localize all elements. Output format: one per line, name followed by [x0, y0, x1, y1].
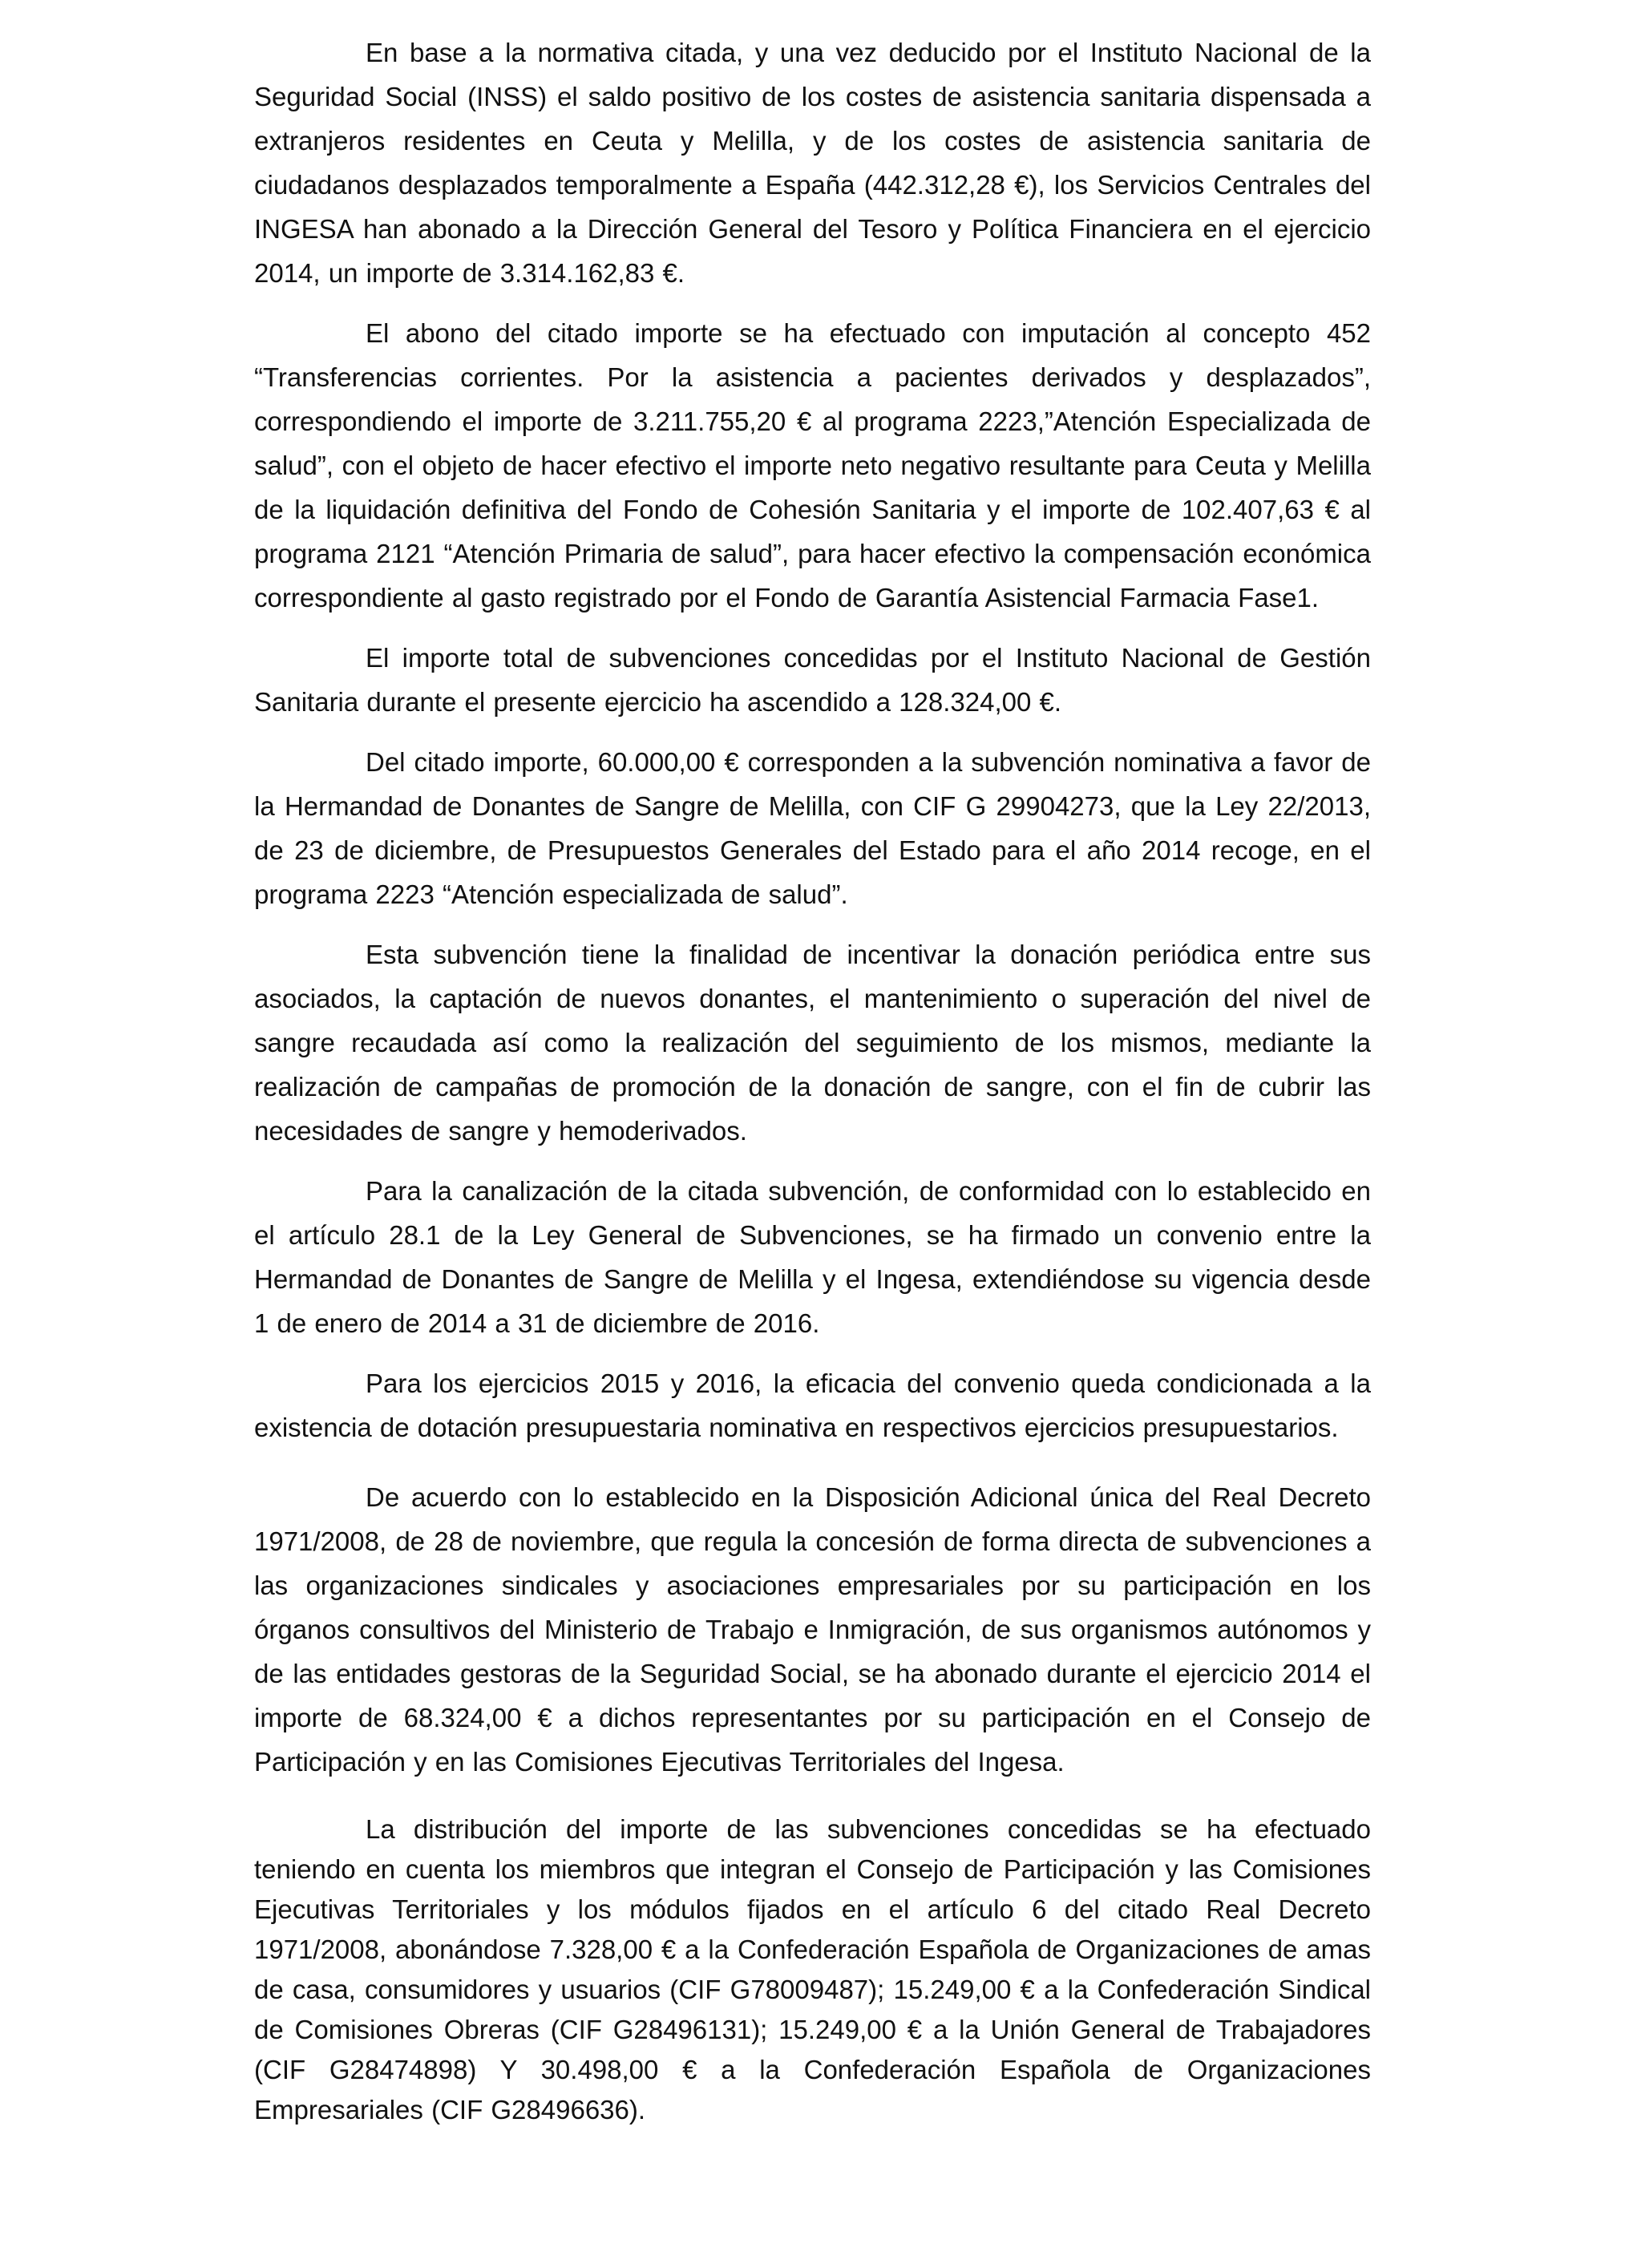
paragraph-distribution: La distribución del importe de las subvenciones concedidas se ha efectuado teniendo en cuenta los miembros que integran el Consejo de Participación y las Comisiones Ejecutivas Territoriales y los módulos fijados en el artículo 6 del citado Real Decreto 1971/2008, abonándose 7.328,00 € a la Confederación Española de Organizaciones de amas de casa, consumidores y usuarios (CIF G78009487); 15.249,00 € a la Confederación Sindical de Comisiones Obreras (CIF G28496131); 15.249,00 € a la Unión General de Trabajadores (CIF G28474898) Y 30.498,00 € a la Confederación Española de Organizaciones Empresariales (CIF G28496636).	[254, 1814, 1371, 2124]
paragraph-subsidy-purpose: Esta subvención tiene la finalidad de incentivar la donación periódica entre sus asociados, la captación de nuevos donantes, el mantenimiento o superación del nivel de sangre recaudada así como la realización del seguimiento de los mismos, mediante la realización de campañas de promoción de la donación de sangre, con el fin de cubrir las necesidades de sangre y hemoderivados.	[254, 940, 1371, 1146]
paragraph-total-subsidies: El importe total de subvenciones concedidas por el Instituto Nacional de Gestión Sanitaria durante el presente ejercicio ha ascendido a 128.324,00 €.	[254, 643, 1371, 717]
paragraph-royal-decree: De acuerdo con lo establecido en la Disposición Adicional única del Real Decreto 1971/2008, de 28 de noviembre, que regula la concesión de forma directa de subvenciones a las organizaciones sindicales y asociaciones empresariales por su participación en los órganos consultivos del Ministerio de Trabajo e Inmigración, de sus organismos autónomos y de las entidades gestoras de la Seguridad Social, se ha abonado durante el ejercicio 2014 el importe de 68.324,00 € a dichos representantes por su participación en el Consejo de Participación y en las Comisiones Ejecutivas Territoriales del Ingesa.	[254, 1482, 1371, 1777]
document-page	[254, 30, 1371, 2146]
paragraph-inss-balance: En base a la normativa citada, y una vez deducido por el Instituto Nacional de la Seguridad Social (INSS) el saldo positivo de los costes de asistencia sanitaria dispensada a extranjeros residentes en Ceuta y Melilla, y de los costes de asistencia sanitaria de ciudadanos desplazados temporalmente a España (442.312,28 €), los Servicios Centrales del INGESA han abonado a la Dirección General del Tesoro y Política Financiera en el ejercicio 2014, un importe de 3.314.162,83 €.	[254, 38, 1371, 288]
paragraph-agreement: Para la canalización de la citada subvención, de conformidad con lo establecido en el artículo 28.1 de la Ley General de Subvenciones, se ha firmado un convenio entre la Hermandad de Donantes de Sangre de Melilla y el Ingesa, extendiéndose su vigencia desde 1 de enero de 2014 a 31 de diciembre de 2016.	[254, 1176, 1371, 1338]
paragraph-concept-452: El abono del citado importe se ha efectuado con imputación al concepto 452 “Transferencias corrientes. Por la asistencia a pacientes derivados y desplazados”, correspondiendo el importe de 3.211.755,20 € al programa 2223,”Atención Especializada de salud”, con el objeto de hacer efectivo el importe neto negativo resultante para Ceuta y Melilla de la liquidación definitiva del Fondo de Cohesión Sanitaria y el importe de 102.407,63 € al programa 2121 “Atención Primaria de salud”, para hacer efectivo la compensación económica correspondiente al gasto registrado por el Fondo de Garantía Asistencial Farmacia Fase1.	[254, 318, 1371, 612]
paragraph-nominative-subsidy: Del citado importe, 60.000,00 € corresponden a la subvención nominativa a favor de la Hermandad de Donantes de Sangre de Melilla, con CIF G 29904273, que la Ley 22/2013, de 23 de diciembre, de Presupuestos Generales del Estado para el año 2014 recoge, en el programa 2223 “Atención especializada de salud”.	[254, 747, 1371, 909]
paragraph-budget-condition: Para los ejercicios 2015 y 2016, la eficacia del convenio queda condicionada a la existencia de dotación presupuestaria nominativa en respectivos ejercicios presupuestarios.	[254, 1368, 1371, 1442]
